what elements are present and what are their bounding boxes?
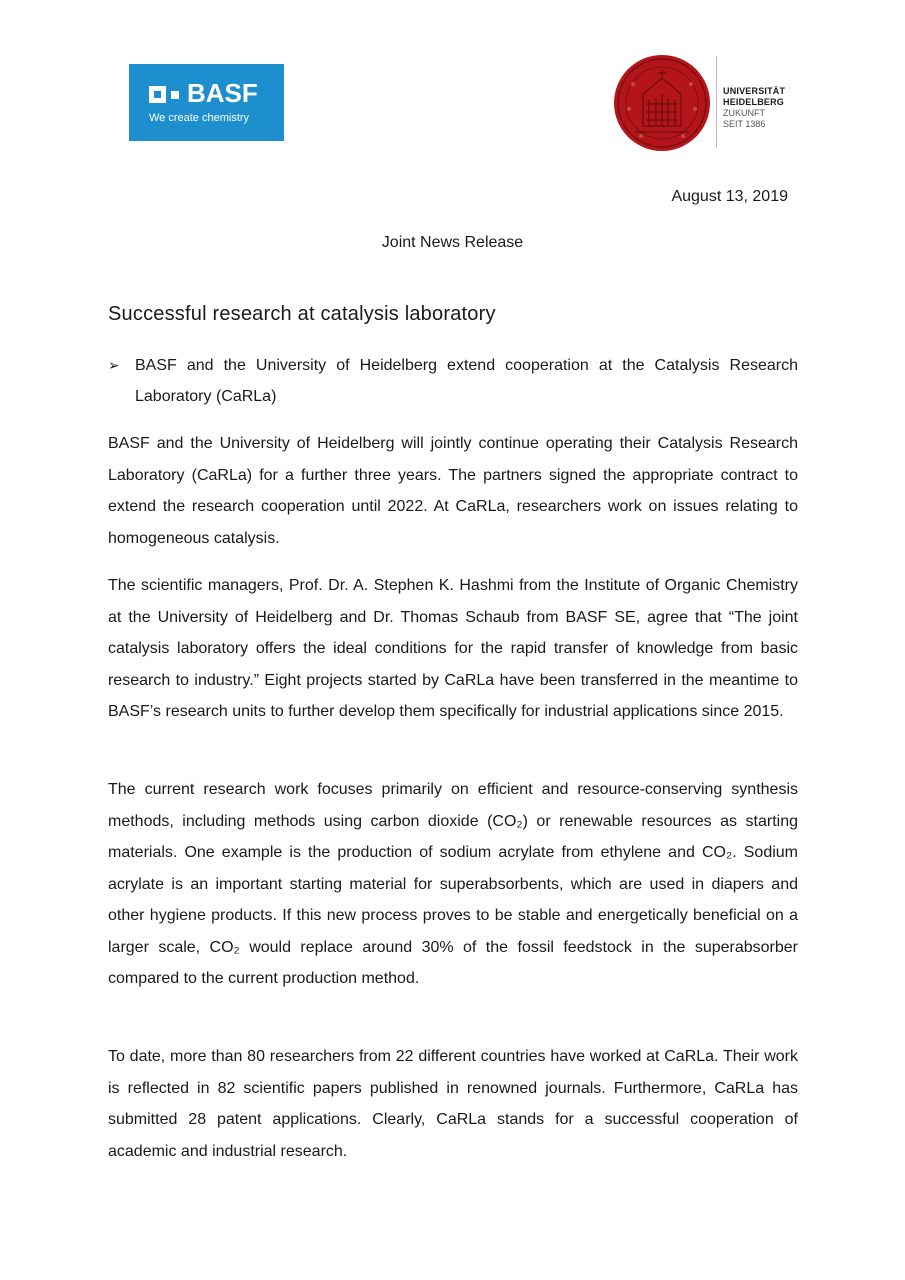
logo-divider [716, 56, 717, 148]
university-seal-icon [613, 54, 711, 152]
basf-squares-icon [149, 86, 189, 106]
university-logo-text [723, 86, 785, 130]
headline: Successful research at catalysis laboratory [108, 303, 496, 325]
university-line-2: HEIDELBERG [723, 97, 785, 107]
university-line-4: SEIT 1386 [723, 119, 766, 129]
university-line-1: UNIVERSITÄT [723, 86, 786, 96]
summary-bullet-text: BASF and the University of Heidelberg extend cooperation at the Catalysis Research Laboratory (CaRLa) [135, 357, 798, 405]
university-line-3: ZUKUNFT [723, 108, 765, 118]
paragraph-4: To date, more than 80 researchers from 22 different countries have worked at CaRLa. Their work is reflected in 82 scientific papers published in renowned journals. Furthermore, CaRLa has submitted 28 patent applications. Clearly, CaRLa stands for a successful cooperation of academic and industrial research. [108, 1048, 798, 1160]
summary-bullet [108, 350, 798, 412]
paragraph-3: The current research work focuses primarily on efficient and resource-conserving synthesis methods, including methods using carbon dioxide (CO₂) or renewable resources as starting materials. One example is the production of sodium acrylate from ethylene and CO₂. Sodium acrylate is an important starting material for superabsorbents, which are used in diapers and other hygiene products. If this new process proves to be stable and energetically beneficial on a larger scale, CO₂ would replace around 30% of the fossil feedstock in the superabsorber compared to the current production method. [108, 781, 798, 987]
paragraph-1: BASF and the University of Heidelberg will jointly continue operating their Catalysis Research Laboratory (CaRLa) for a further three years. The partners signed the appropriate contract to extend the research cooperation until 2022. At CaRLa, researchers work on issues relating to homogeneous catalysis. [108, 435, 798, 547]
release-type: Joint News Release [381, 234, 524, 251]
basf-logo [129, 64, 284, 141]
release-date: August 13, 2019 [671, 188, 788, 205]
arrow-bullet-icon: ➢ [108, 357, 120, 373]
basf-logo-name: BASF [187, 78, 258, 108]
paragraph-2: The scientific managers, Prof. Dr. A. Stephen K. Hashmi from the Institute of Organic Chemistry at the University of Heidelberg and Dr. Thomas Schaub from BASF SE, agree that “The joint catalysis laboratory offers the ideal conditions for the rapid transfer of knowledge from basic research to industry.” Eight projects started by CaRLa have been transferred in the meantime to BASF’s research units to further develop them specifically for industrial applications since 2015. [108, 577, 798, 720]
basf-logo-tagline: We create chemistry [149, 112, 250, 124]
